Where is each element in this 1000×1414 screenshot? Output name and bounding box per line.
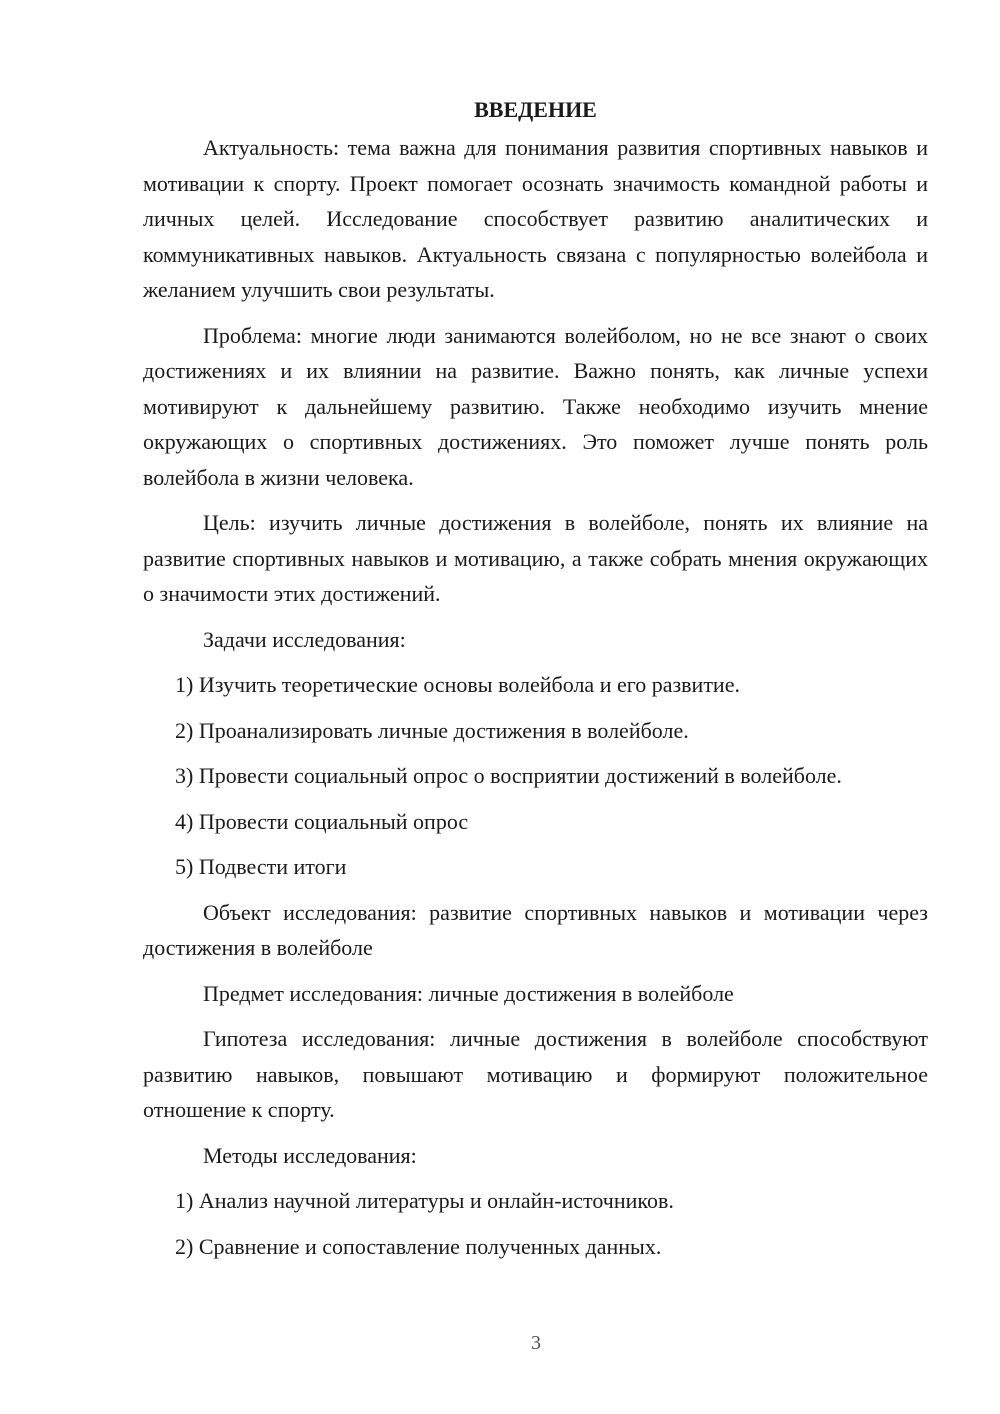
task-item-4: 4) Провести социальный опрос	[175, 808, 469, 834]
section-heading: ВВЕДЕНИЕ	[474, 97, 597, 122]
page-number: 3	[531, 1332, 541, 1354]
relevance-paragraph: Актуальность: тема важна для понимания развития спортивных навыков и мотивации к спорту. Проект помогает осознать значимость командной работы и личных целей. Исследование способствует развитию аналитических и коммуникативных навыков. Актуальность связана с популярностью волейбола и желанием улучшить свои результаты.	[143, 135, 928, 302]
task-item-2: 2) Проанализировать личные достижения в волейболе.	[175, 717, 689, 743]
task-item-5: 5) Подвести итоги	[175, 854, 347, 879]
method-item-1: 1) Анализ научной литературы и онлайн-источников.	[175, 1188, 674, 1213]
goal-paragraph: Цель: изучить личные достижения в волейболе, понять их влияние на развитие спортивных навыков и мотивацию, а также собрать мнения окружающих о значимости этих достижений.	[143, 510, 928, 606]
tasks-title: Задачи исследования:	[203, 626, 406, 652]
problem-paragraph: Проблема: многие люди занимаются волейболом, но не все знают о своих достижениях и их влиянии на развитие. Важно понять, как личные успехи мотивируют к дальнейшему развитию. Также необходимо изучить мнение окружающих о спортивных достижениях. Это поможет лучше понять роль волейбола в жизни человека.	[143, 322, 928, 490]
task-item-1: 1) Изучить теоретические основы волейбола и его развитие.	[175, 672, 740, 697]
hypothesis-paragraph: Гипотеза исследования: личные достижения в волейболе способствуют развитию навыков, повышают мотивацию и формируют положительное отношение к спорту.	[143, 1026, 928, 1122]
object-paragraph: Объект исследования: развитие спортивных навыков и мотивации через достижения в волейболе	[143, 899, 928, 960]
subject-paragraph: Предмет исследования: личные достижения в волейболе	[203, 980, 734, 1006]
method-item-2: 2) Сравнение и сопоставление полученных данных.	[175, 1233, 662, 1259]
methods-title: Методы исследования:	[203, 1142, 417, 1168]
task-item-3: 3) Провести социальный опрос о восприятии достижений в волейболе.	[175, 763, 842, 788]
page-content	[143, 92, 928, 1274]
